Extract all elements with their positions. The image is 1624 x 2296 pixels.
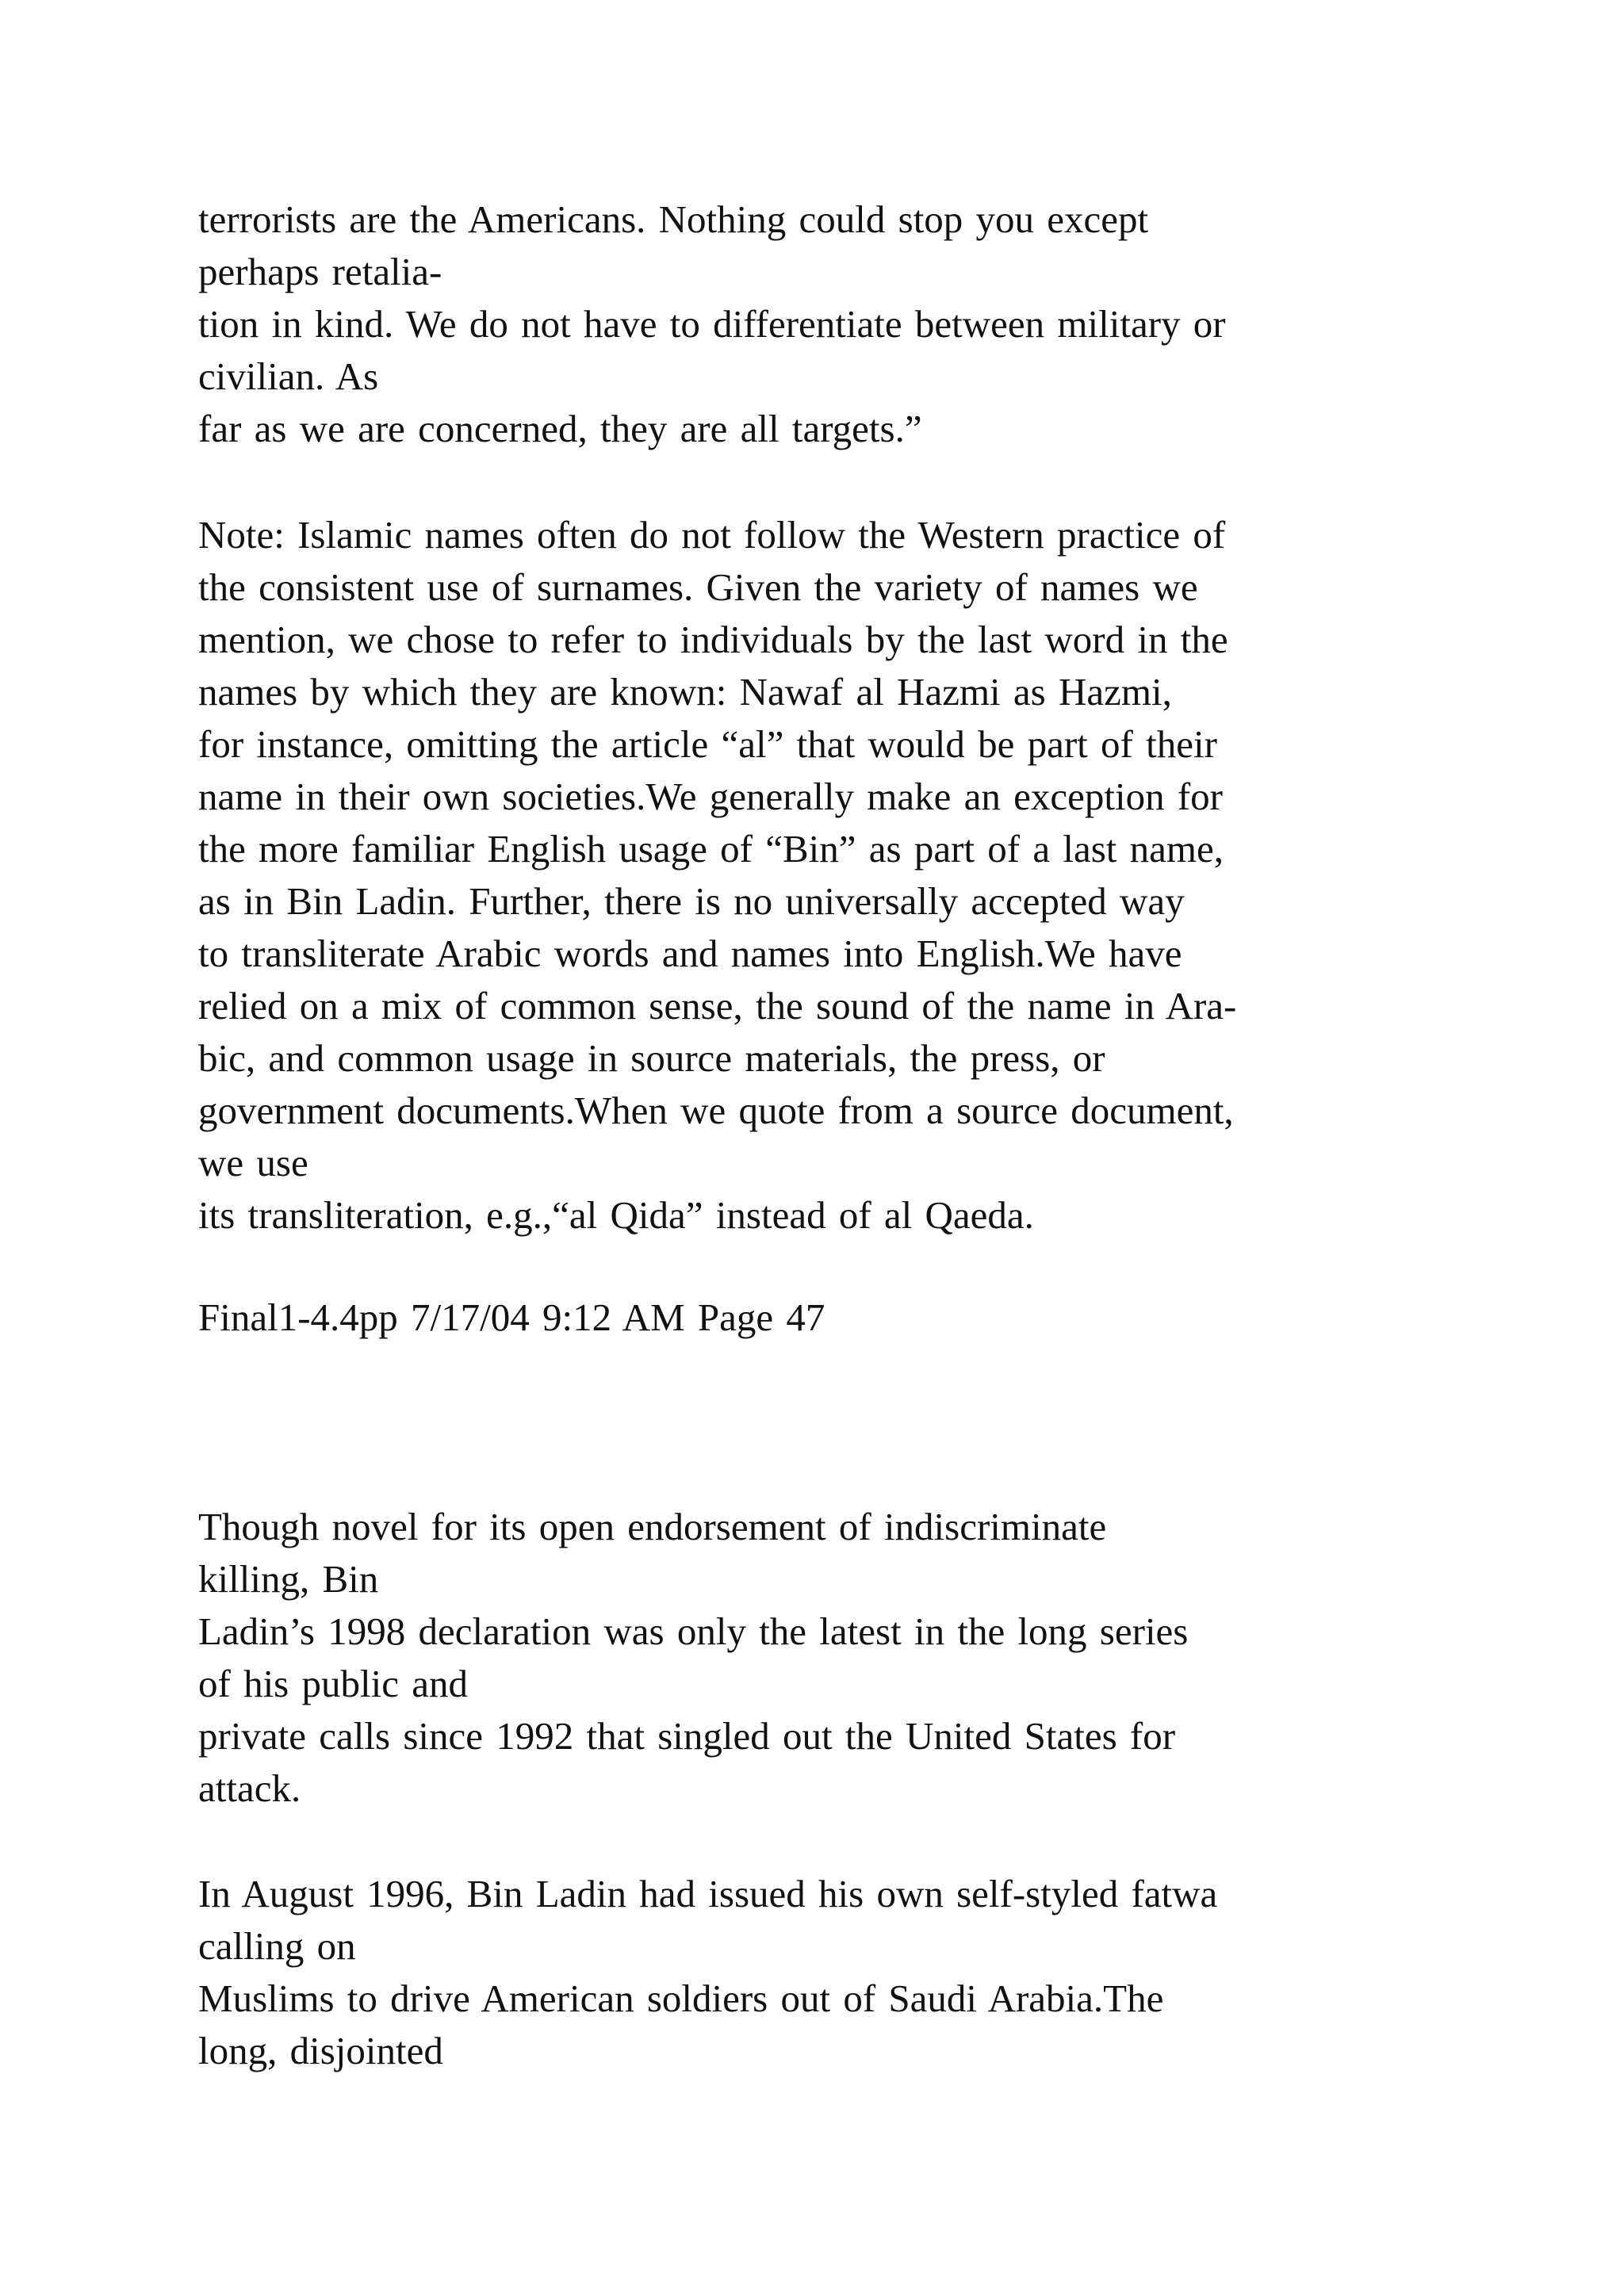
text-line: relied on a mix of common sense, the sound of the name in Ara-: [198, 984, 1237, 1027]
text-line: long, disjointed: [198, 2029, 443, 2072]
text-line: its transliteration, e.g.,“al Qida” instead of al Qaeda.: [198, 1193, 1034, 1237]
text-line: In August 1996, Bin Ladin had issued his own self-styled fatwa: [198, 1872, 1218, 1915]
paragraph-fatwa: [198, 1868, 1507, 2077]
text-line: civilian. As: [198, 354, 379, 398]
text-line: Note: Islamic names often do not follow the Western practice of: [198, 513, 1226, 557]
text-line: name in their own societies.We generally make an exception for: [198, 775, 1223, 818]
text-line: bic, and common usage in source materials, the press, or: [198, 1036, 1105, 1080]
text-line: as in Bin Ladin. Further, there is no universally accepted way: [198, 879, 1185, 923]
text-line: terrorists are the Americans. Nothing could stop you except: [198, 197, 1149, 241]
text-line: private calls since 1992 that singled out the United States for: [198, 1714, 1176, 1758]
text-line: Muslims to drive American soldiers out of Saudi Arabia.The: [198, 1976, 1164, 2020]
quote-ending: [198, 193, 1507, 455]
text-line: killing, Bin: [198, 1557, 379, 1601]
text-line: government documents.When we quote from a source document,: [198, 1089, 1234, 1132]
text-line: for instance, omitting the article “al” that would be part of their: [198, 722, 1217, 766]
page-header-line: [198, 1292, 1507, 1344]
text-line: the consistent use of surnames. Given the variety of names we: [198, 565, 1198, 609]
text-line: names by which they are known: Nawaf al Hazmi as Hazmi,: [198, 670, 1172, 714]
text-line: to transliterate Arabic words and names into English.We have: [198, 932, 1182, 975]
text-line: attack.: [198, 1766, 301, 1810]
page-header: Final1-4.4pp 7/17/04 9:12 AM Page 47: [198, 1295, 825, 1339]
text-line: calling on: [198, 1924, 356, 1968]
transliteration-note: [198, 509, 1507, 1242]
text-line: Ladin’s 1998 declaration was only the latest in the long series: [198, 1609, 1189, 1653]
text-line: we use: [198, 1141, 308, 1184]
text-line: of his public and: [198, 1662, 468, 1705]
paragraph-declaration: [198, 1501, 1507, 1815]
text-line: far as we are concerned, they are all targets.”: [198, 407, 922, 450]
text-line: perhaps retalia-: [198, 250, 442, 293]
text-line: the more familiar English usage of “Bin” as part of a last name,: [198, 827, 1224, 871]
text-line: Though novel for its open endorsement of indiscriminate: [198, 1505, 1107, 1548]
text-line: mention, we chose to refer to individuals by the last word in the: [198, 618, 1228, 661]
text-line: tion in kind. We do not have to differentiate between military or: [198, 302, 1226, 346]
